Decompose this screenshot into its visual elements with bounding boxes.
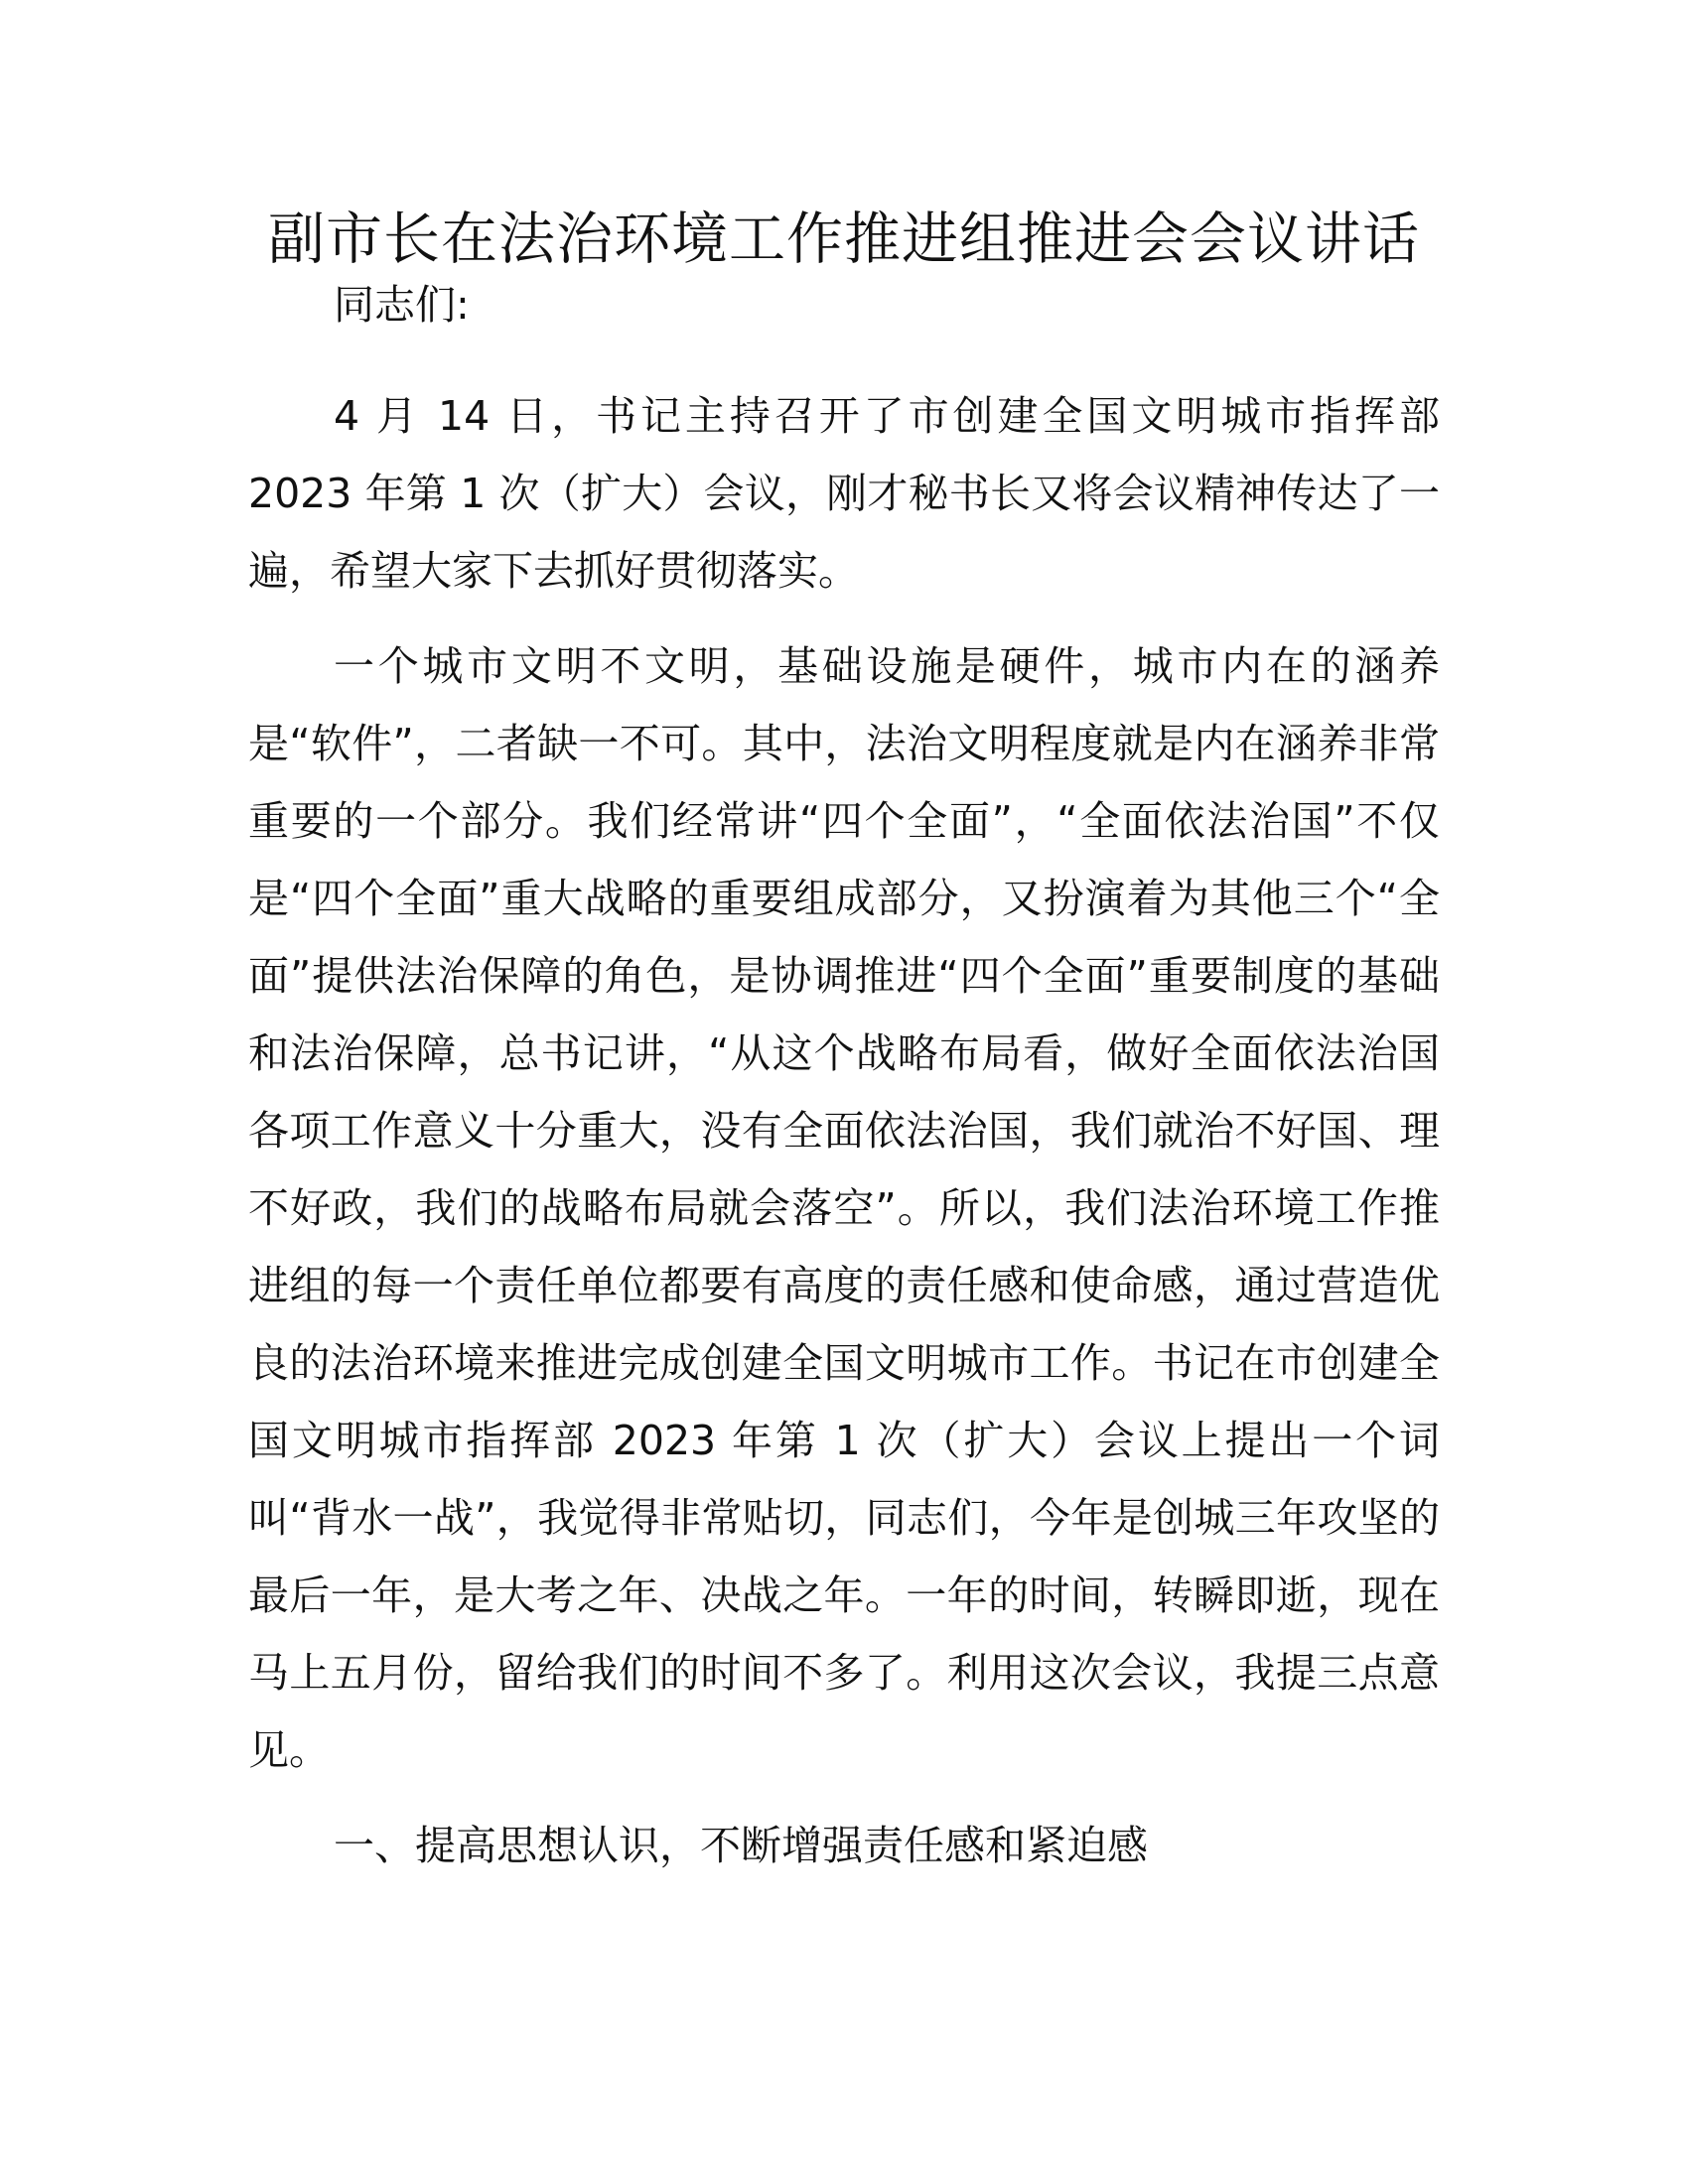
salutation: 同志们:: [334, 281, 470, 329]
document-body: [248, 266, 1440, 1902]
document-title: 副市长在法治环境工作推进组推进会会议讲话: [268, 206, 1420, 272]
section-heading: 一、提高思想认识，不断增强责任感和紧迫感: [334, 1822, 1148, 1869]
paragraph-rule-of-law: 一个城市文明不文明，基础设施是硬件，城市内在的涵养是“软件”，二者缺一不可。其中，法治文明程度就是内在涵养非常重要的一个部分。我们经常讲“四个全面”，“全面依法治国”不仅是“四个全面”重大战略的重要组成部分，又扮演着为其他三个“全面”提供法治保障的角色，是协调推进“四个全面”重要制度的基础和法治保障，总书记讲，“从这个战略布局看，做好全面依法治国各项工作意义十分重大，没有全面依法治国，我们就治不好国、理不好政，我们的战略布局就会落空”。所以，我们法治环境工作推进组的每一个责任单位都要有高度的责任感和使命感，通过营造优良的法治环境来推进完成创建全国文明城市工作。书记在市创建全国文明城市指挥部 2023 年第 1 次（扩大）会议上提出一个词叫“背水一战”，我觉得非常贴切，同志们，今年是创城三年攻坚的最后一年，是大考之年、决战之年。一年的时间，转瞬即逝，现在马上五月份，留给我们的时间不多了。利用这次会议，我提三点意见。: [248, 642, 1440, 1774]
paragraph-meeting-summary: 4 月 14 日，书记主持召开了市创建全国文明城市指挥部 2023 年第 1 次（扩大）会议，刚才秘书长又将会议精神传达了一遍，希望大家下去抓好贯彻落实。: [248, 392, 1440, 595]
